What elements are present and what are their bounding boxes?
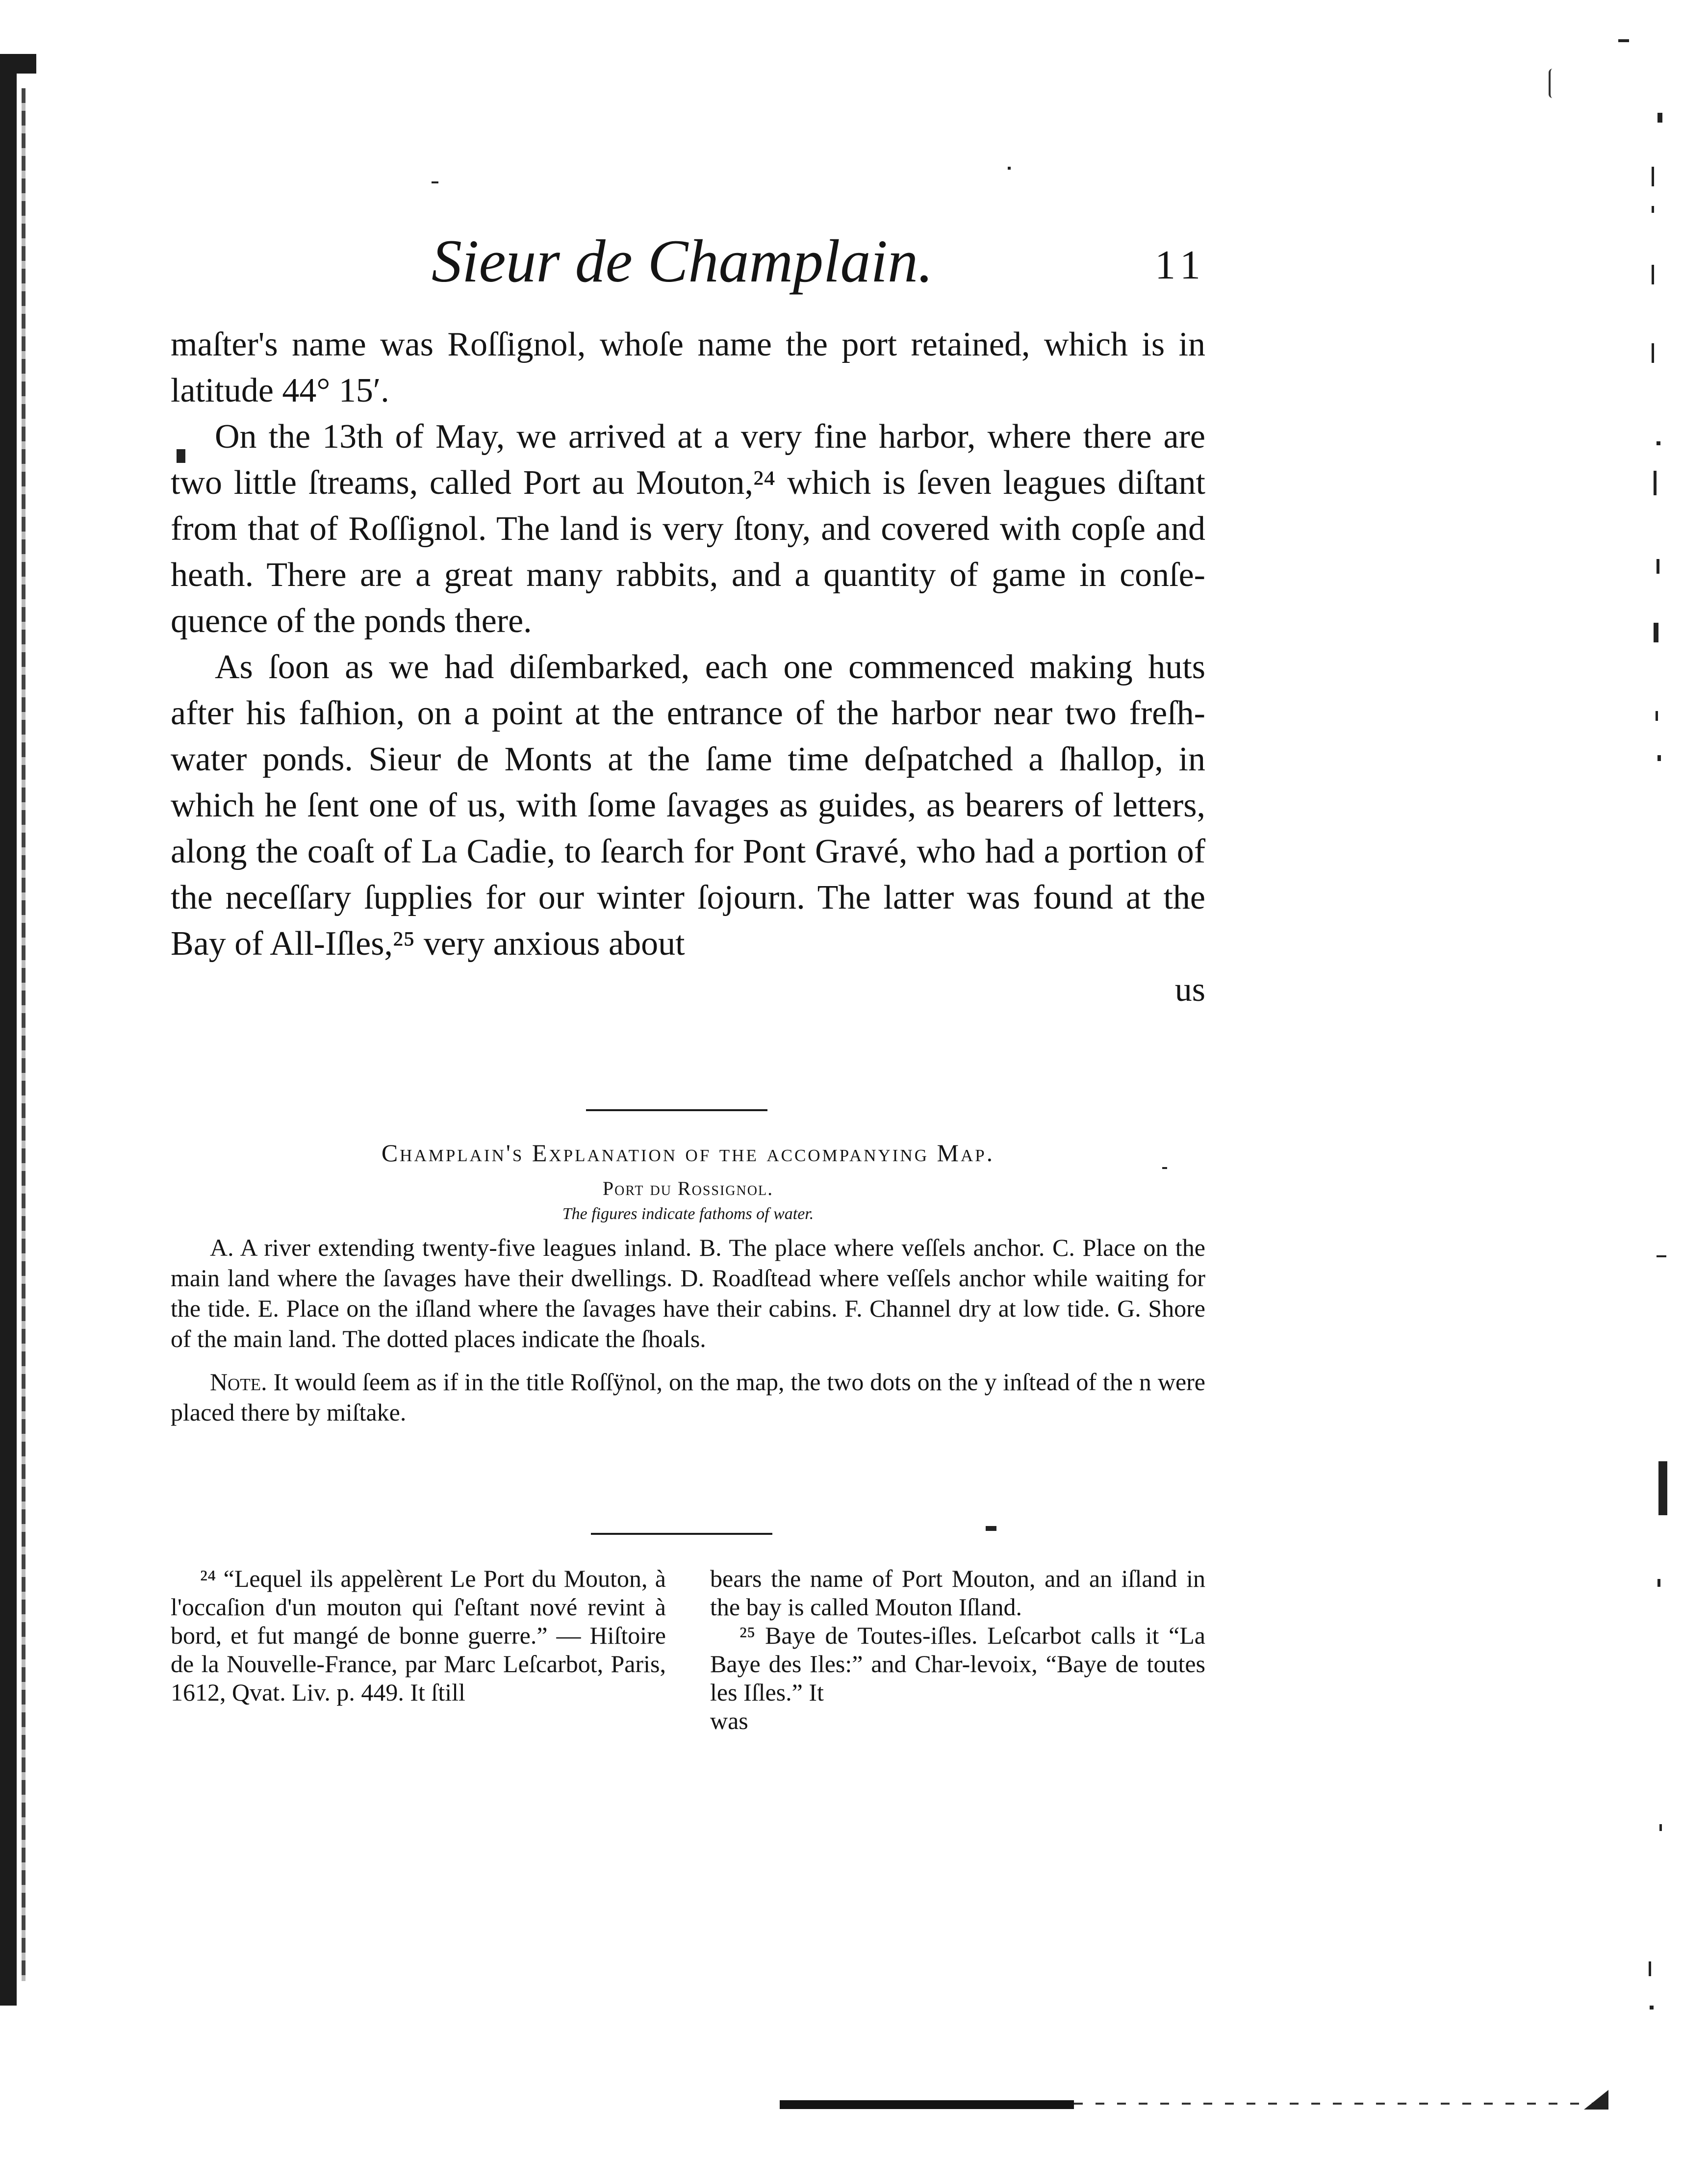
main-text (171, 322, 1205, 1013)
scanned-page-edge-corner (0, 54, 36, 74)
scanned-page-edge (0, 54, 17, 2006)
footnote-catchword: was (710, 1707, 748, 1734)
scanned-page-gutter-shadow (22, 88, 25, 1981)
map-legend-text: A. A river extending twenty-five leagues inland. B. The place where veſſels anchor. C. Place on the main land where the ſavages have their dwellings. D. Roadſtead where veſſels anchor while waiting for the tide. E. Place on the iſland where the ſavages have their cabins. F. Channel dry at low tide. G. Shore of the main land. The dotted places indicate the ſhoals. (171, 1234, 1205, 1352)
scan-bottom-dashes (1074, 2103, 1613, 2105)
footnote-25: ²⁵ Baye de Toutes-iſles. Leſcarbot calls it “La Baye des Iles:” and Char-levoix, “Baye de toutes les Iſles.” It (710, 1622, 1205, 1706)
map-explanation-title: Champlain's Explanation of the accompanying Map. (381, 1139, 995, 1167)
map-note-label: Note. (210, 1368, 267, 1396)
map-explanation-subtitle: Port du Rossignol. (602, 1177, 774, 1199)
running-title: Sieur de Champlain. (432, 228, 933, 295)
scan-bottom-bar (780, 2100, 1074, 2109)
section-divider (586, 1109, 767, 1111)
map-explanation (171, 1139, 1205, 1427)
body-paragraph: On the 13th of May, we arrived at a very fine harbor, where there are two little ſtreams, called Port au Mouton,²⁴ which is ſeven leagues diſtant from that of Roſſignol. The land is very ſtony, and covered with copſe and heath. There are a great many rabbits, and a quantity of game in conſe-quence of the ponds there. (171, 418, 1205, 640)
map-note-text: It would ſeem as if in the title Roſſÿnol, on the map, the two dots on the y inſtead of the n were placed there by miſtake. (171, 1368, 1205, 1426)
scan-corner-mark (1584, 2090, 1608, 2110)
page-number: 11 (1155, 242, 1206, 288)
footnote-divider (591, 1533, 772, 1535)
footnote-24: ²⁴ “Lequel ils appelèrent Le Port du Mouton, à l'occaſion d'un mouton qui ſ'eſtant nové revint à bord, et fut mangé de bonne guerre.” — Hiſtoire de la Nouvelle-France, par Marc Leſcarbot, Paris, 1612, Qvat. Liv. p. 449. It ſtill (171, 1565, 666, 1706)
map-note (171, 1367, 1205, 1427)
map-explanation-italic-note: The figures indicate fathoms of water. (562, 1205, 814, 1223)
body-paragraph: As ſoon as we had diſembarked, each one commenced making huts after his faſhion, on a point at the entrance of the harbor near two freſh-water ponds. Sieur de Monts at the ſame time deſpatched a ſhallop, in which he ſent one of us, with ſome ſavages as guides, as bearers of letters, along the coaſt of La Cadie, to ſearch for Pont Gravé, who had a portion of the neceſſary ſupplies for our winter ſojourn. The latter was found at the Bay of All-Iſles,²⁵ very anxious about (171, 648, 1205, 963)
catchword: us (1174, 971, 1205, 1009)
footnote-column-left (171, 1564, 666, 1706)
footnote-24-continued: bears the name of Port Mouton, and an iſland in the bay is called Mouton Iſland. (710, 1565, 1205, 1621)
footnote-column-right (710, 1564, 1205, 1735)
running-header (432, 227, 1206, 310)
body-paragraph: maſter's name was Roſſignol, whoſe name the port retained, which is in latitude 44° 15′. (171, 326, 1205, 409)
